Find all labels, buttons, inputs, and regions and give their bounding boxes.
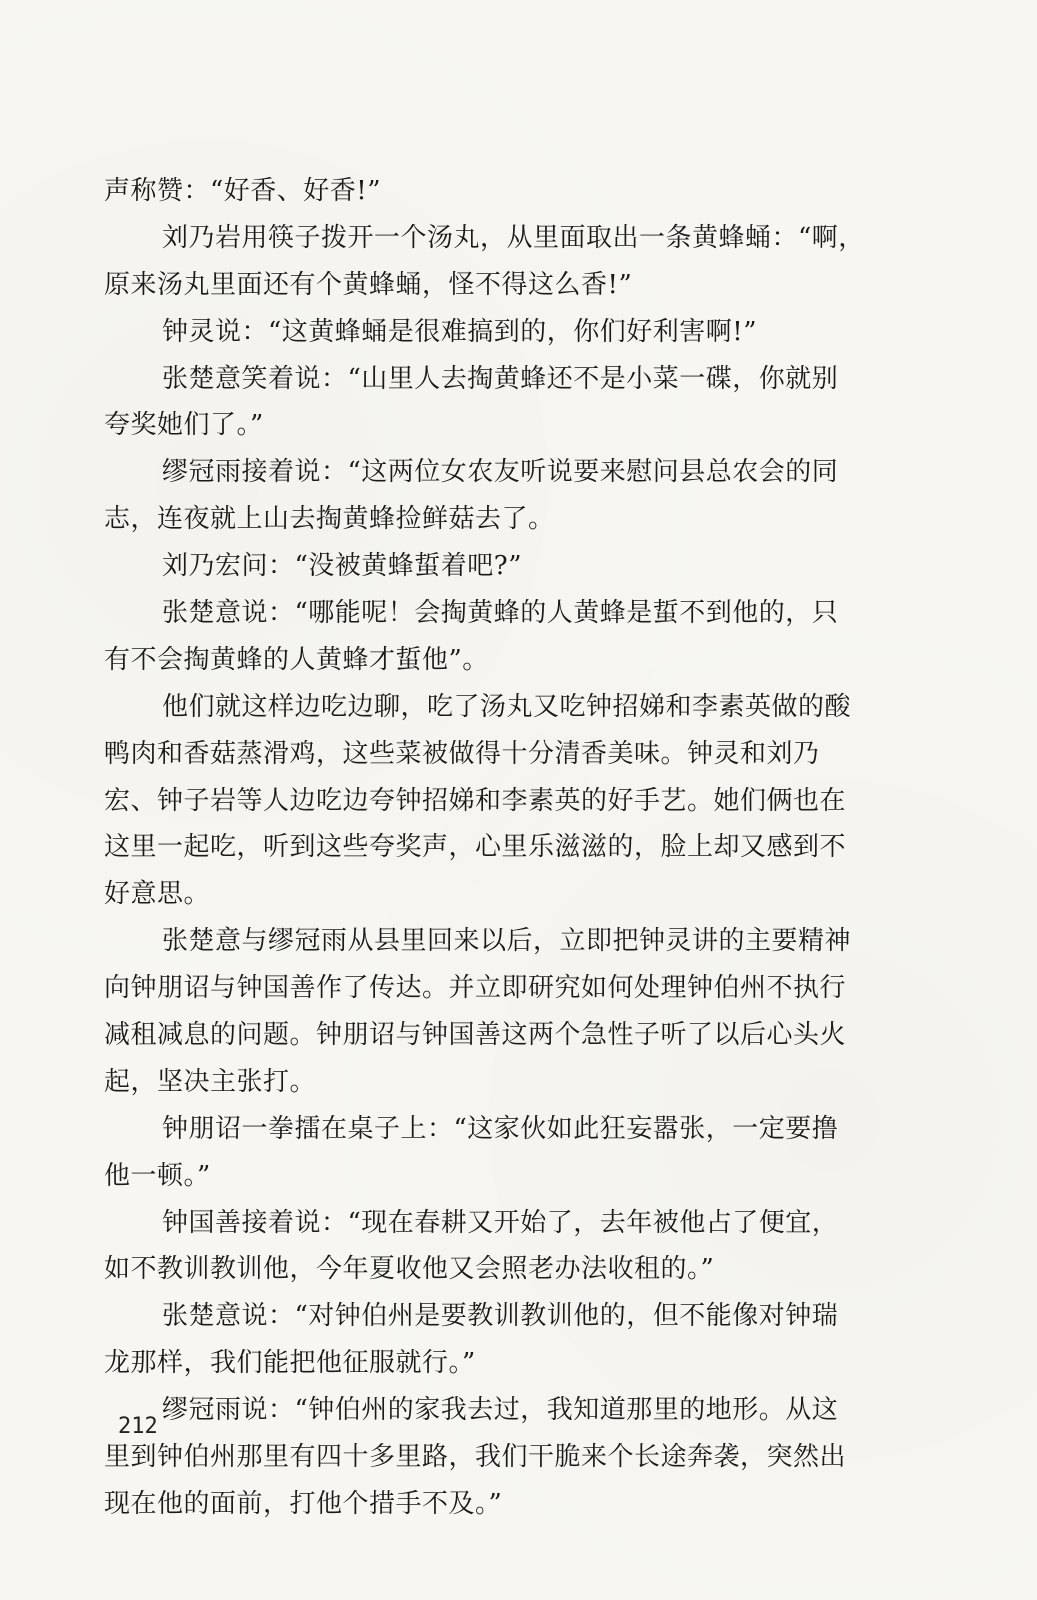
text-line: 夸奖她们了。” [104, 410, 264, 441]
text-line: 张楚意说：“对钟伯州是要教训教训他的，但不能像对钟瑞 [162, 1301, 839, 1332]
text-line: 起，坚决主张打。 [104, 1066, 317, 1097]
text-line: 钟国善接着说：“现在春耕又开始了，去年被他占了便宜， [162, 1207, 839, 1238]
text-line: 他们就这样边吃边聊，吃了汤丸又吃钟招娣和李素英做的酸 [162, 691, 852, 722]
text-line: 如不教训教训他，今年夏收他又会照老办法收租的。” [104, 1254, 715, 1285]
text-line: 好意思。 [104, 879, 211, 910]
text-line: 钟朋诏一拳擂在桌子上：“这家伙如此狂妄嚣张，一定要撸 [162, 1113, 839, 1144]
text-line: 有不会掏黄蜂的人黄蜂才蜇他”。 [104, 644, 489, 675]
text-line: 现在他的面前，打他个措手不及。” [104, 1488, 503, 1519]
text-line: 张楚意说：“哪能呢！会掏黄蜂的人黄蜂是蜇不到他的，只 [162, 598, 839, 629]
text-line: 张楚意与缪冠雨从县里回来以后，立即把钟灵讲的主要精神 [162, 926, 852, 957]
text-line: 志，连夜就上山去掏黄蜂捡鲜菇去了。 [104, 504, 555, 535]
body-text [104, 168, 904, 1528]
text-line: 刘乃岩用筷子拨开一个汤丸，从里面取出一条黄蜂蛹：“啊， [162, 222, 865, 253]
page-number: 212 [118, 1414, 158, 1439]
text-line: 向钟朋诏与钟国善作了传达。并立即研究如何处理钟伯州不执行 [104, 973, 847, 1004]
text-line: 宏、钟子岩等人边吃边夸钟招娣和李素英的好手艺。她们俩也在 [104, 785, 847, 816]
text-line: 鸭肉和香菇蒸滑鸡，这些菜被做得十分清香美味。钟灵和刘乃 [104, 738, 820, 769]
text-line: 刘乃宏问：“没被黄蜂蜇着吧?” [162, 551, 523, 582]
text-line: 减租减息的问题。钟朋诏与钟国善这两个急性子听了以后心头火 [104, 1020, 847, 1051]
text-line: 张楚意笑着说：“山里人去掏黄蜂还不是小菜一碟，你就别 [162, 363, 839, 394]
text-line: 缪冠雨说：“钟伯州的家我去过，我知道那里的地形。从这 [162, 1395, 839, 1426]
text-line: 缪冠雨接着说：“这两位女农友听说要来慰问县总农会的同 [162, 457, 839, 488]
text-line: 钟灵说：“这黄蜂蛹是很难搞到的，你们好利害啊!” [162, 316, 758, 347]
text-line: 原来汤丸里面还有个黄蜂蛹，怪不得这么香!” [104, 269, 633, 300]
text-line: 这里一起吃，听到这些夸奖声，心里乐滋滋的，脸上却又感到不 [104, 832, 847, 863]
text-line: 声称赞：“好香、好香!” [104, 176, 382, 206]
text-line: 龙那样，我们能把他征服就行。” [104, 1348, 476, 1379]
text-line: 里到钟伯州那里有四十多里路，我们干脆来个长途奔袭，突然出 [104, 1442, 847, 1473]
text-line: 他一顿。” [104, 1160, 211, 1191]
